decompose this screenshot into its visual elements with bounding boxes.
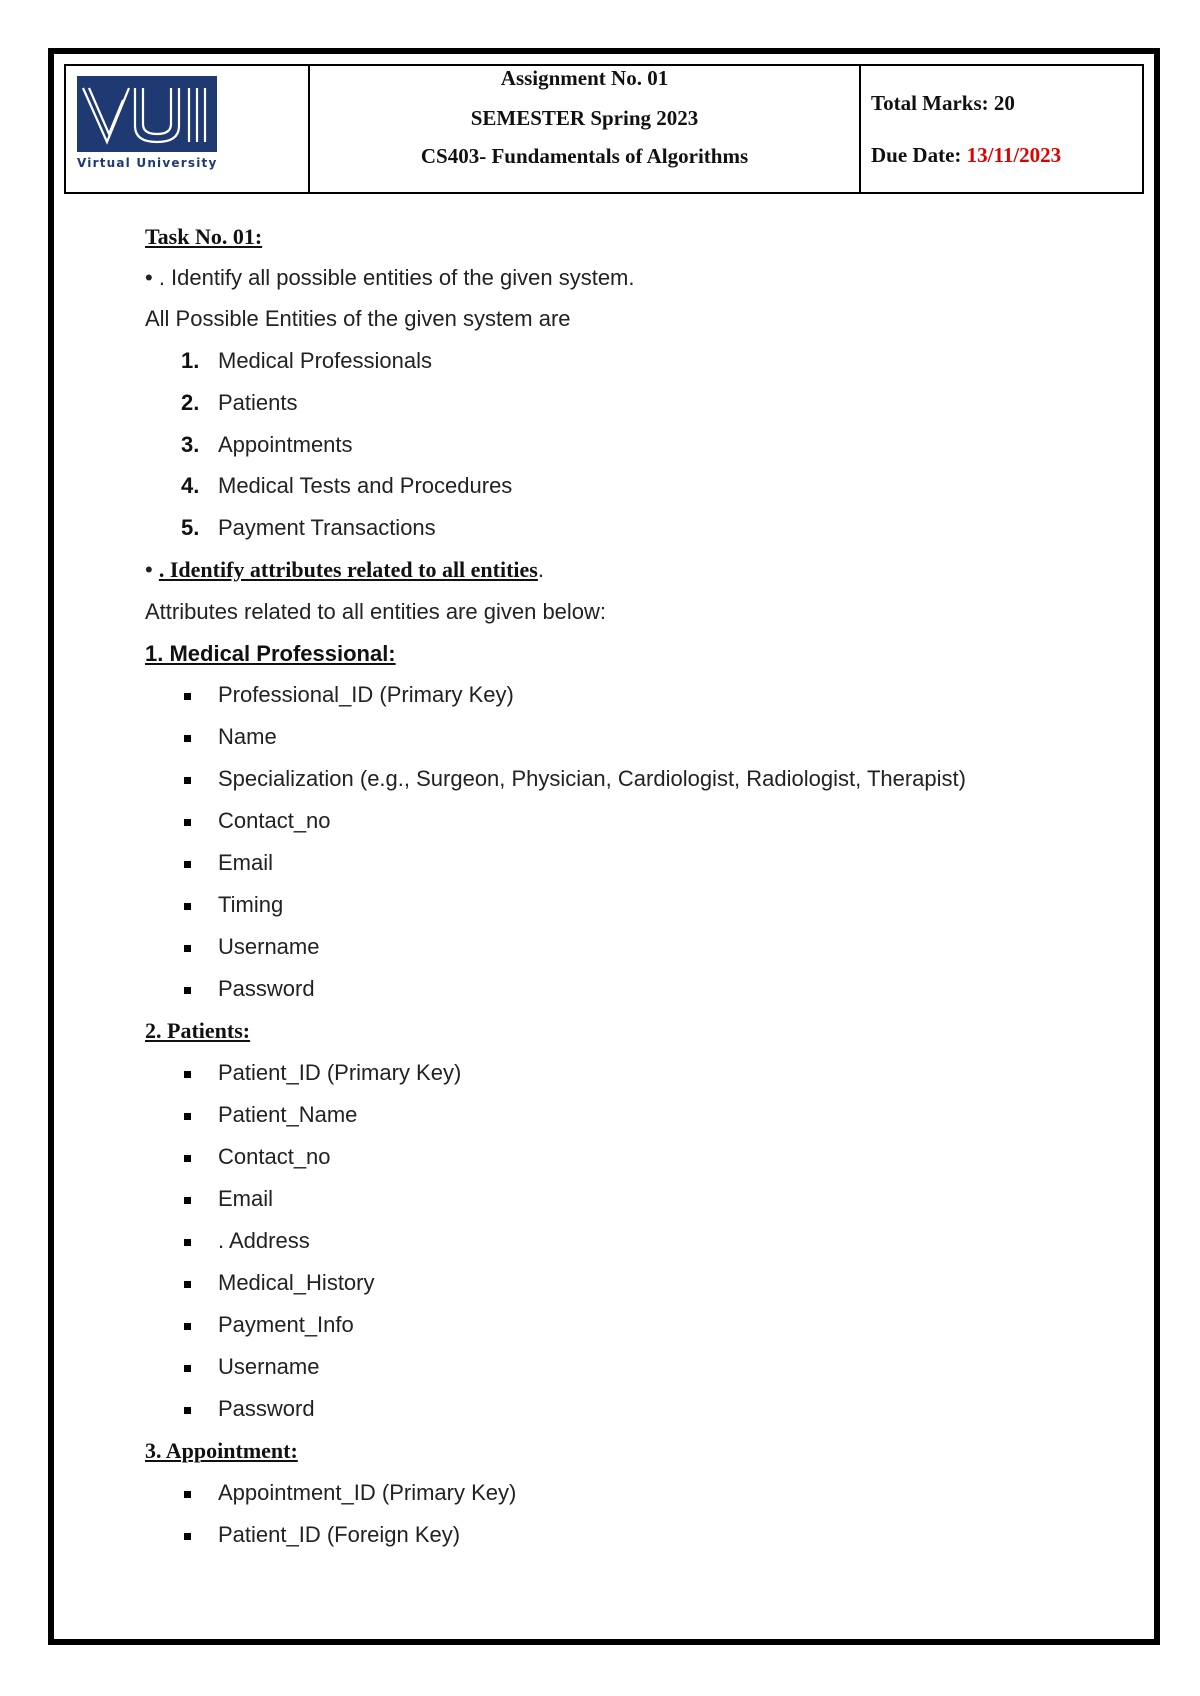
list-item: Name — [218, 724, 277, 749]
question-1: • . Identify all possible entities of the given system. — [145, 265, 635, 290]
entities-intro: All Possible Entities of the given system are — [145, 306, 571, 331]
list-number: 5. — [181, 515, 200, 540]
bullet-square — [184, 903, 191, 910]
bullet-square — [184, 1113, 191, 1120]
vu-logo — [77, 76, 217, 152]
course-info-cell — [310, 66, 861, 192]
bullet-square — [184, 1533, 191, 1540]
assignment-number: Assignment No. 01 — [500, 66, 669, 90]
section-heading: 1. Medical Professional: — [145, 641, 396, 666]
list-item: Email — [218, 1186, 274, 1211]
due-date-value: 13/11/2023 — [966, 143, 1062, 167]
semester: SEMESTER Spring 2023 — [470, 106, 699, 130]
list-number: 2. — [181, 390, 200, 415]
question-2-bullet: • — [145, 557, 159, 582]
list-text: Medical Tests and Procedures — [218, 473, 513, 498]
list-item: Patient_ID (Foreign Key) — [218, 1522, 461, 1547]
bullet-square — [184, 987, 191, 994]
list-item: Timing — [218, 892, 284, 917]
bullet-square — [184, 777, 191, 784]
question-2-text: . Identify attributes related to all entities — [158, 557, 538, 582]
list-number: 1. — [181, 348, 200, 373]
assignment-header — [64, 64, 1144, 194]
bullet-square — [184, 819, 191, 826]
list-number: 3. — [181, 432, 200, 457]
question-2 — [145, 557, 544, 583]
section-heading: 3. Appointment: — [145, 1438, 298, 1463]
due-date-label: Due Date: — [871, 143, 967, 167]
logo-caption: Virtual University — [77, 156, 218, 170]
bullet-square — [184, 1407, 191, 1414]
bullet-square — [184, 1365, 191, 1372]
attributes-intro: Attributes related to all entities are given below: — [145, 599, 607, 624]
list-text: Medical Professionals — [218, 348, 432, 373]
course-title: CS403- Fundamentals of Algorithms — [420, 144, 749, 168]
bullet-square — [184, 1323, 191, 1330]
list-item: . Address — [218, 1228, 310, 1253]
logo-cell — [66, 66, 310, 192]
list-item: Password — [218, 1396, 315, 1421]
list-number: 4. — [181, 473, 200, 498]
marks-cell — [861, 66, 1142, 192]
list-item: Medical_History — [218, 1270, 375, 1295]
list-text: Payment Transactions — [218, 515, 436, 540]
vu-logo-mark — [77, 76, 217, 152]
bullet-square — [184, 735, 191, 742]
bullet-square — [184, 1281, 191, 1288]
list-item: Username — [218, 934, 320, 959]
list-text: Appointments — [218, 432, 353, 457]
list-item: Payment_Info — [218, 1312, 354, 1337]
list-item: Patient_ID (Primary Key) — [218, 1060, 462, 1085]
list-item: Username — [218, 1354, 320, 1379]
list-item: Email — [218, 850, 274, 875]
task-heading: Task No. 01: — [145, 224, 263, 249]
bullet-square — [184, 1155, 191, 1162]
list-item: Appointment_ID (Primary Key) — [218, 1480, 517, 1505]
list-item: Patient_Name — [218, 1102, 358, 1127]
bullet-square — [184, 1491, 191, 1498]
bullet-square — [184, 945, 191, 952]
list-item: Professional_ID (Primary Key) — [218, 682, 514, 707]
bullet-square — [184, 693, 191, 700]
list-item: Contact_no — [218, 1144, 331, 1169]
section-heading: 2. Patients: — [145, 1018, 251, 1043]
list-item: Contact_no — [218, 808, 331, 833]
bullet-square — [184, 1197, 191, 1204]
list-item: Specialization (e.g., Surgeon, Physician, Cardiologist, Radiologist, Therapist) — [218, 766, 966, 791]
bullet-square — [184, 1071, 191, 1078]
list-item: Password — [218, 976, 315, 1001]
total-marks: Total Marks: 20 — [871, 91, 1015, 115]
bullet-square — [184, 1239, 191, 1246]
due-date — [871, 143, 1061, 168]
question-2-end: . — [537, 557, 544, 582]
list-text: Patients — [218, 390, 298, 415]
bullet-square — [184, 861, 191, 868]
